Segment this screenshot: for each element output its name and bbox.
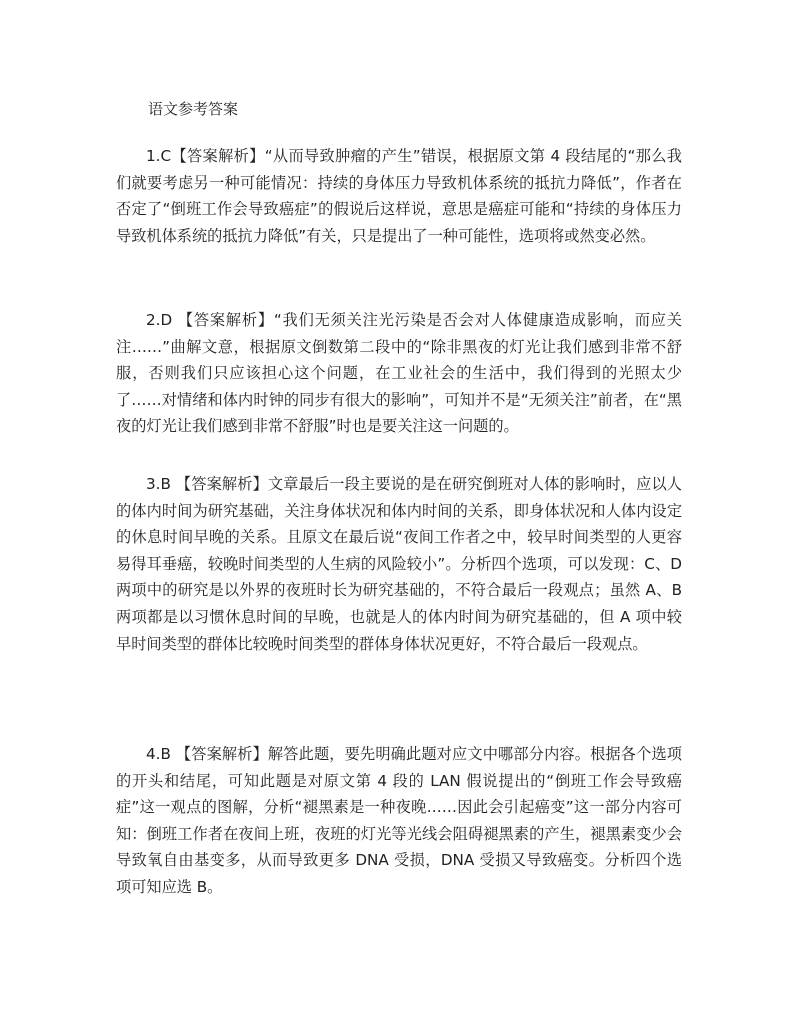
answer-paragraph-2: 2.D 【答案解析】“我们无须关注光污染是否会对人体健康造成影响，而应关注……”曲解文意，根据原文倒数第二段中的“除非黑夜的灯光让我们感到非常不舒服，否则我们只应该担心这个问题，在工业社会的生活中，我们得到的光照太少了……对情绪和体内时钟的同步有很大的影响”，可知并不是“无须关注”前者，在“黑夜的灯光让我们感到非常不舒服”时也是要关注这一问题的。 bbox=[116, 311, 682, 436]
answer-paragraph-1: 1.C【答案解析】“从而导致肿瘤的产生”错误，根据原文第 4 段结尾的“那么我们就要考虑另一种可能情况：持续的身体压力导致机体系统的抵抗力降低”，作者在否定了“倒班工作会导致癌症”的假说后这样说，意思是癌症可能和“持续的身体压力导致机体系统的抵抗力降低”有关，只是提出了一种可能性，选项将或然变必然。 bbox=[116, 147, 682, 245]
answer-paragraph-4: 4.B 【答案解析】解答此题，要先明确此题对应文中哪部分内容。根据各个选项的开头和结尾，可知此题是对原文第 4 段的 LAN 假说提出的“倒班工作会导致癌症”这一观点的图解，分析“褪黑素是一种夜晚……因此会引起癌变”这一部分内容可知：倒班工作者在夜间上班，夜班的灯光等光线会阻碍褪黑素的产生，褪黑素变少会导致氧自由基变多，从而导致更多 DNA 受损，DNA 受损又导致癌变。分析四个选项可知应选 B。 bbox=[116, 745, 682, 896]
page-title: 语文参考答案 bbox=[148, 100, 239, 118]
answer-paragraph-3: 3.B 【答案解析】文章最后一段主要说的是在研究倒班对人体的影响时，应以人的体内时间为研究基础，关注身体状况和体内时间的关系，即身体状况和人体内设定的休息时间早晚的关系。且原文在最后说“夜间工作者之中，较早时间类型的人更容易得耳垂癌，较晚时间类型的人生病的风险较小”。分析四个选项，可以发现：C、D 两项中的研究是以外界的夜班时长为研究基础的，不符合最后一段观点；虽然 A、B 两项都是以习惯休息时间的早晚，也就是人的体内时间为研究基础的，但 A 项中较早时间类型的群体比较晚时间类型的群体身体状况更好，不符合最后一段观点。 bbox=[116, 475, 682, 653]
